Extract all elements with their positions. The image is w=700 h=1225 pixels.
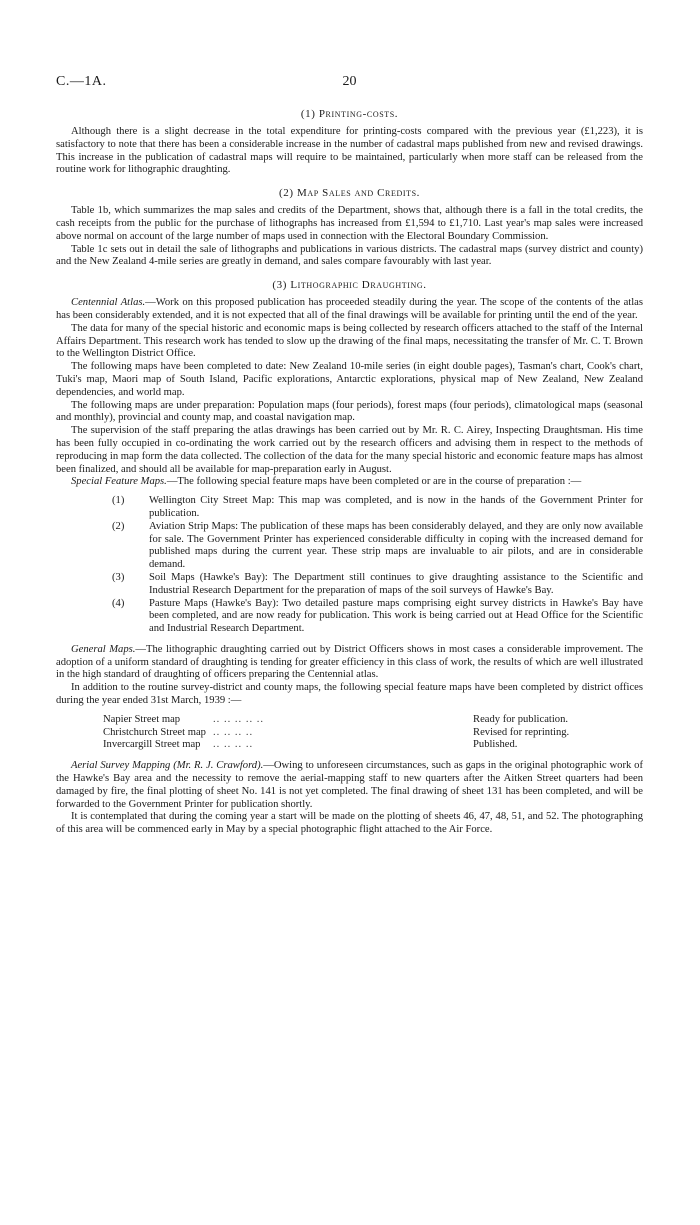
- label-centennial-atlas: Centennial Atlas.: [71, 297, 146, 309]
- paragraph-plotting-plans: It is contemplated that during the coming year a start will be made on the plotting of sheets 46, 47, 48, 51, and 52. The photographing of this area will be commenced early in May by a special photographic flight attached to the Air Force.: [56, 811, 643, 836]
- heading-lithographic-draughting: (3) Lithographic Draughting.: [272, 279, 427, 292]
- paragraph-printing-costs: Although there is a slight decrease in the total expenditure for printing-costs compared with the previous year (£1,223), it is satisfactory to note that there has been a considerable increase in the number of cadastral maps published from new and revised drawings. This increase in the publication of cadastral maps will require to be maintained, particularly when more staff can be released from the routine work for lithographic draughting.: [56, 126, 643, 176]
- paragraph-district-maps-intro: In addition to the routine survey-district and county maps, the following special feature maps have been completed by district offices during the year ended 31st March, 1939 :—: [56, 682, 643, 707]
- paragraph-map-sales-2: Table 1c sets out in detail the sale of lithographs and publications in various districts. The cadastral maps (survey district and county) and the New Zealand 4-mile series are greatly in demand, and sales compare favourably with last year.: [56, 243, 643, 268]
- page-body: [56, 108, 643, 837]
- paragraph-maps-completed: The following maps have been completed to date: New Zealand 10-mile series (in eight double pages), Tasman's chart, Cook's chart, Tuki's map, Maori map of South Island, Pacific explorations, Antarctic explorations, physical map of New Zealand, New Zealand dependencies, and world map.: [56, 361, 643, 398]
- heading-printing-costs: (1) Printing-costs.: [300, 108, 399, 120]
- label-general-maps: General Maps.: [71, 643, 136, 655]
- paragraph-centennial-atlas: Centennial Atlas.—Work on this proposed publication has proceeded steadily during the year. The scope of the contents of the atlas has been considerably extended, and it is not expected that all of the final drawings will be available for printing until the end of the year.: [56, 297, 643, 321]
- list-item: (2) Aviation Strip Maps: The publication of these maps has been considerably delayed, and they are only now available for sale. The Government Printer has experienced considerable difficulty in coping with the increased demand for published maps during the current year. These strip maps are invaluable to air pilots, and are in considerable demand.: [112, 520, 643, 571]
- heading-map-sales: (2) Map Sales and Credits.: [279, 187, 420, 200]
- table-row: Christchurch Street map .. .. .. .. Revised for reprinting.: [103, 726, 570, 738]
- paragraph-maps-under-preparation: The following maps are under preparation: Population maps (four periods), forest maps (four periods), climatological maps (seasonal and monthly), provincial and county map, and coastal navigation map.: [56, 399, 643, 424]
- page-number: 20: [342, 74, 357, 89]
- paragraph-general-maps: General Maps.—The lithographic draughting carried out by District Officers shows in most cases a considerable improvement. The adoption of a uniform standard of draughting is tending for greater efficiency in this class of work, the results of which are well illustrated in the high standard of draughting of officers preparing the Centennial atlas.: [56, 643, 643, 681]
- list-item: (3) Soil Maps (Hawke's Bay): The Department still continues to give draughting assistance to the Scientific and Industrial Research Department for the preparation of maps of the soil surveys of Hawke's Bay.: [112, 571, 643, 596]
- paragraph-aerial-survey: Aerial Survey Mapping (Mr. R. J. Crawford).—Owing to unforeseen circumstances, such as gaps in the original photographic work of the Hawke's Bay area and the necessity to remove the aerial-mapping staff to new quarters after the Aitken Street quarters had been damaged by fire, the final plotting of sheet No. 141 is not yet completed. The final drawing of sheet 131 has been completed, and will be forwarded to the Government Printer for publication shortly.: [56, 760, 643, 810]
- list-item: (1) Wellington City Street Map: This map was completed, and is now in the hands of the Government Printer for publication.: [112, 495, 643, 519]
- label-special-feature-maps: Special Feature Maps.: [71, 476, 167, 488]
- district-maps-table: [103, 714, 569, 752]
- paragraph-atlas-supervision: The supervision of the staff preparing the atlas drawings has been carried out by Mr. R. C. Airey, Inspecting Draughtsman. His time has been fully occupied in co-ordinating the work carried out by the research officers and advising them in respect to the methods of reproducing in map form the data collected. The collection of the data for the many special historic and economic feature maps has almost been finalized, and should all be available for map-preparation early in August.: [56, 425, 643, 475]
- table-row: Invercargill Street map .. .. .. .. Published.: [103, 739, 518, 751]
- paragraph-special-feature-maps: Special Feature Maps.—The following special feature maps have been completed or are in the course of preparation :—: [71, 476, 582, 488]
- table-row: Napier Street map .. .. .. .. .. Ready for publication.: [103, 713, 569, 725]
- paragraph-map-sales-1: Table 1b, which summarizes the map sales and credits of the Department, shows that, although there is a fall in the total credits, the cash receipts from the public for the purchase of lithographs has increased from £1,594 to £1,710. Last year's map sales were increased above normal on account of the large number of maps used in connection with the Electoral Boundary Commission.: [56, 205, 643, 242]
- page-header: [56, 74, 643, 92]
- document-reference: C.—1A.: [56, 74, 107, 89]
- label-aerial-survey: Aerial Survey Mapping (Mr. R. J. Crawford).: [71, 760, 264, 772]
- paragraph-atlas-data: The data for many of the special historic and economic maps is being collected by research officers attached to the staff of the Internal Affairs Department. This research work has tended to slow up the drawing of the final maps, necessitating the transfer of Mr. C. T. Brown to the Wellington District Office.: [56, 322, 643, 360]
- special-feature-maps-list: [56, 495, 643, 636]
- list-item: (4) Pasture Maps (Hawke's Bay): Two detailed pasture maps comprising eight survey districts in Hawke's Bay have been completed, and are now ready for publication. This work is being carried out at Head Office for the Scientific and Industrial Research Department.: [112, 597, 643, 635]
